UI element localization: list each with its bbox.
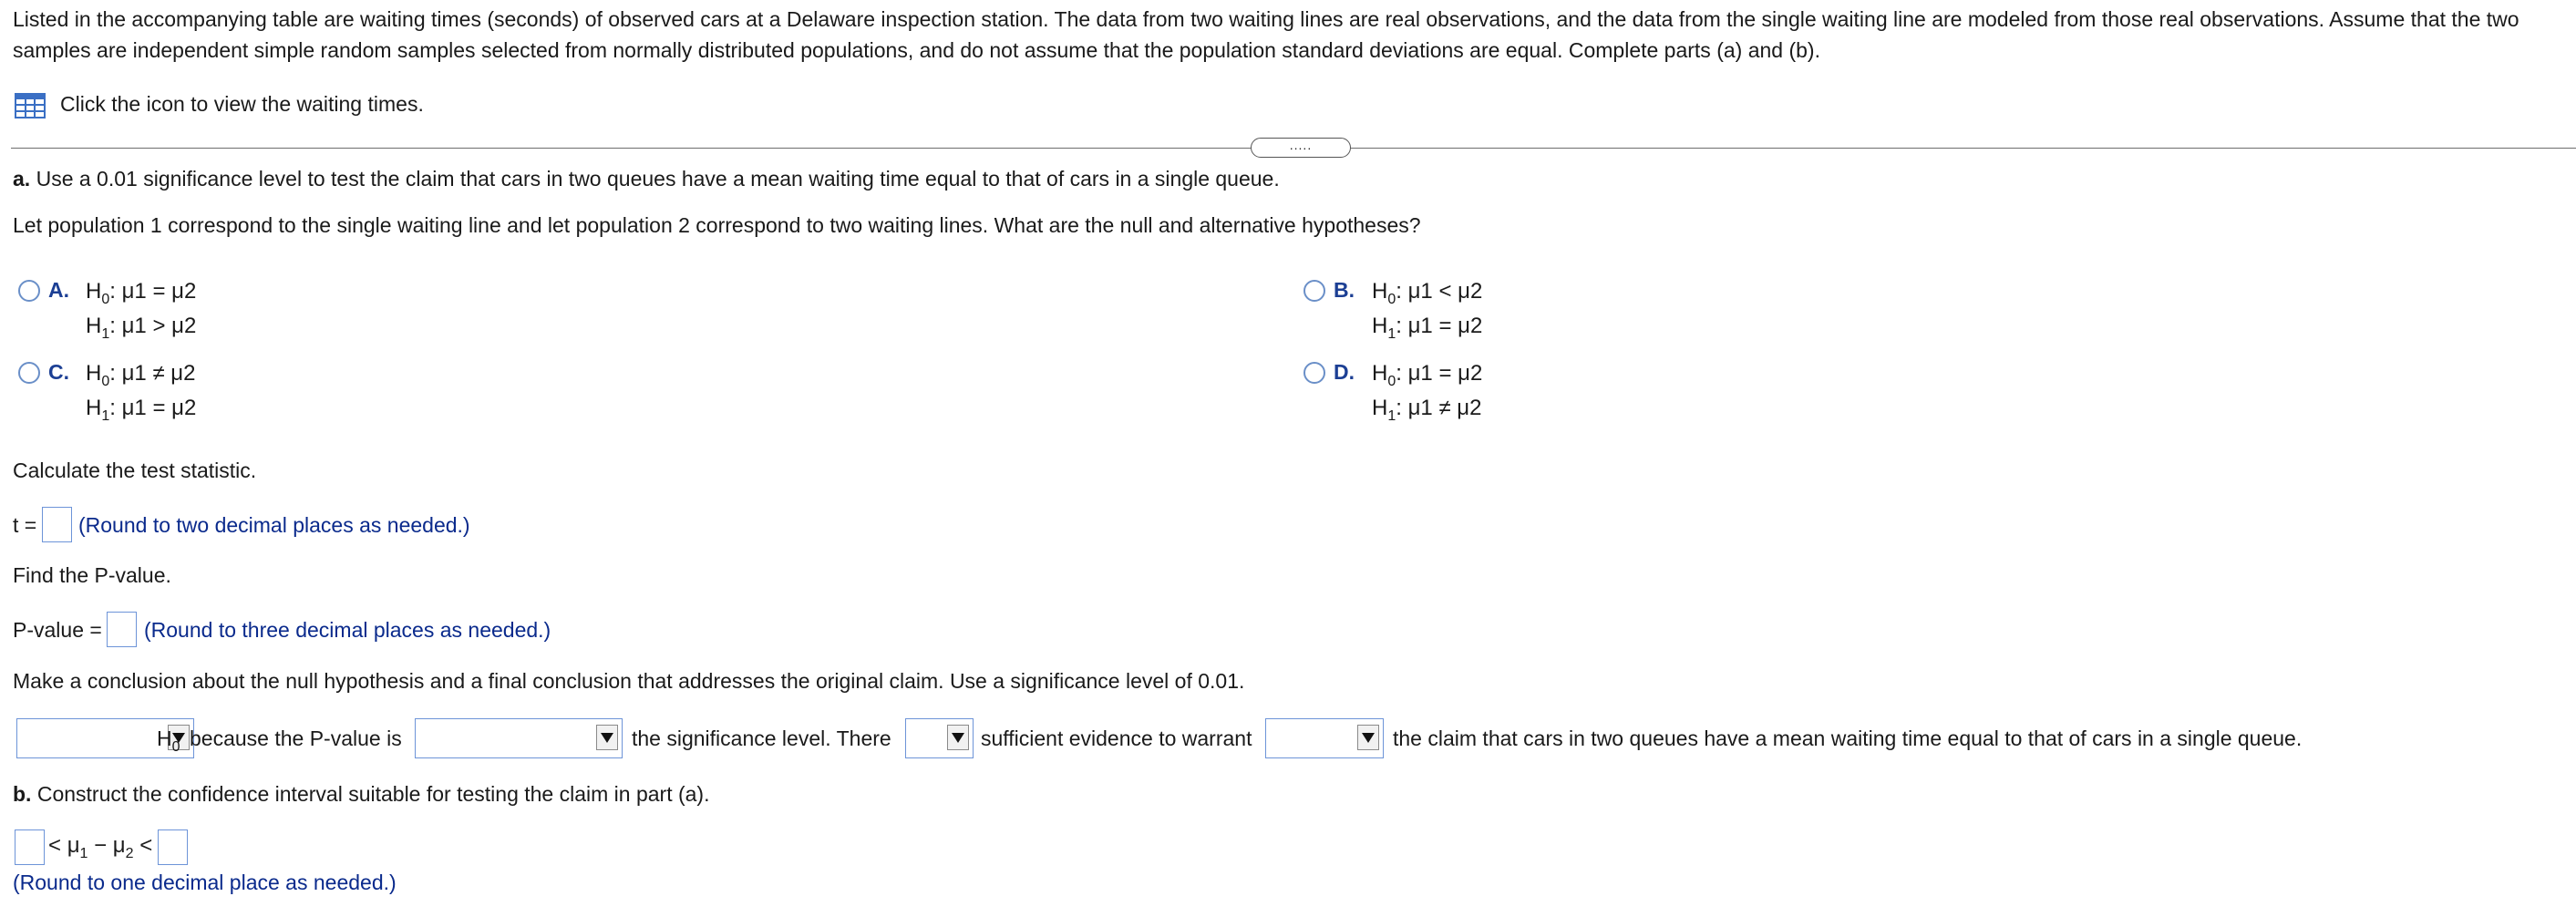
option-d-h0: $H_0$: μ1 = μ2 — [1372, 361, 1483, 389]
t-statistic-input[interactable] — [42, 507, 72, 542]
pvalue-comparison-dropdown[interactable] — [415, 718, 623, 758]
ci-lower-input[interactable] — [15, 829, 45, 865]
option-a-h1: $H_1$: μ1 > μ2 — [86, 314, 197, 342]
hypotheses-prompt: Let population 1 correspond to the single waiting line and let population 2 correspond to two waiting lines. What are the null and alternative hypotheses? — [13, 213, 1421, 237]
part-a-label: a. — [13, 167, 31, 191]
pvalue-prompt: Find the P-value. — [13, 563, 171, 587]
option-a-radio[interactable] — [18, 280, 40, 302]
problem-statement: Listed in the accompanying table are waiting times (seconds) of observed cars at a Delaware inspection station. The data from two waiting lines are real observations, and the data from the single waiting line are modeled from those real observations. Assume that the two samples are independent simple random samples selected from normally distributed populations, and do not assume that the population standard deviations are equal. Complete parts (a) and (b). — [13, 7, 2519, 62]
option-c-letter[interactable]: C. — [48, 360, 69, 384]
h0-label: $H_0$ — [157, 726, 180, 755]
ci-round-hint: (Round to one decimal place as needed.) — [13, 871, 397, 894]
option-c-radio[interactable] — [18, 362, 40, 384]
dropdown-arrow-icon[interactable] — [596, 725, 618, 750]
part-b-text: Construct the confidence interval suitable for testing the claim in part (a). — [36, 782, 710, 806]
t-label: t = — [13, 513, 37, 537]
option-b-letter[interactable]: B. — [1334, 278, 1355, 302]
evidence-dropdown[interactable] — [905, 718, 974, 758]
pvalue-label: P-value = — [13, 618, 102, 642]
table-grid-icon[interactable] — [15, 93, 46, 118]
claim-action-dropdown[interactable] — [1265, 718, 1384, 758]
option-a-letter[interactable]: A. — [48, 278, 69, 302]
evidence-text: sufficient evidence to warrant — [981, 726, 1252, 750]
significance-text: the significance level. There — [632, 726, 891, 750]
part-a-text: Use a 0.01 significance level to test the claim that cars in two queues have a mean waiting time equal to that of cars in a single queue. — [36, 167, 1280, 191]
option-c-h1: $H_1$: μ1 = μ2 — [86, 396, 197, 424]
ci-upper-input[interactable] — [158, 829, 188, 865]
option-a-h0: $H_0$: μ1 = μ2 — [86, 279, 197, 307]
pvalue-input[interactable] — [107, 612, 137, 647]
option-d-letter[interactable]: D. — [1334, 360, 1355, 384]
dropdown-arrow-icon[interactable] — [947, 725, 969, 750]
option-b-h0: $H_0$: μ1 < μ2 — [1372, 279, 1483, 307]
option-d-radio[interactable] — [1303, 362, 1325, 384]
option-b-h1: $H_1$: μ1 = μ2 — [1372, 314, 1483, 342]
claim-text: the claim that cars in two queues have a mean waiting time equal to that of cars in a single queue. — [1393, 726, 2303, 750]
part-b-question — [13, 779, 709, 809]
conclusion-prompt: Make a conclusion about the null hypothesis and a final conclusion that addresses the original claim. Use a significance level of 0.01. — [13, 669, 1245, 693]
view-table-link[interactable]: Click the icon to view the waiting times. — [60, 92, 424, 116]
because-text: because the P-value is — [190, 726, 402, 750]
t-round-hint: (Round to two decimal places as needed.) — [78, 513, 470, 537]
ci-expression: < $\mu_1 - \mu_2$ < — [48, 833, 153, 861]
part-b-label: b. — [13, 782, 32, 806]
dropdown-arrow-icon[interactable] — [1357, 725, 1379, 750]
option-d-h1: $H_1$: μ1 ≠ μ2 — [1372, 396, 1482, 424]
test-statistic-prompt: Calculate the test statistic. — [13, 458, 257, 482]
option-c-h0: $H_0$: μ1 ≠ μ2 — [86, 361, 196, 389]
expand-collapse-button[interactable]: ..... — [1251, 138, 1351, 158]
pvalue-round-hint: (Round to three decimal places as needed.) — [144, 618, 551, 642]
part-a-question — [13, 164, 1280, 193]
option-b-radio[interactable] — [1303, 280, 1325, 302]
